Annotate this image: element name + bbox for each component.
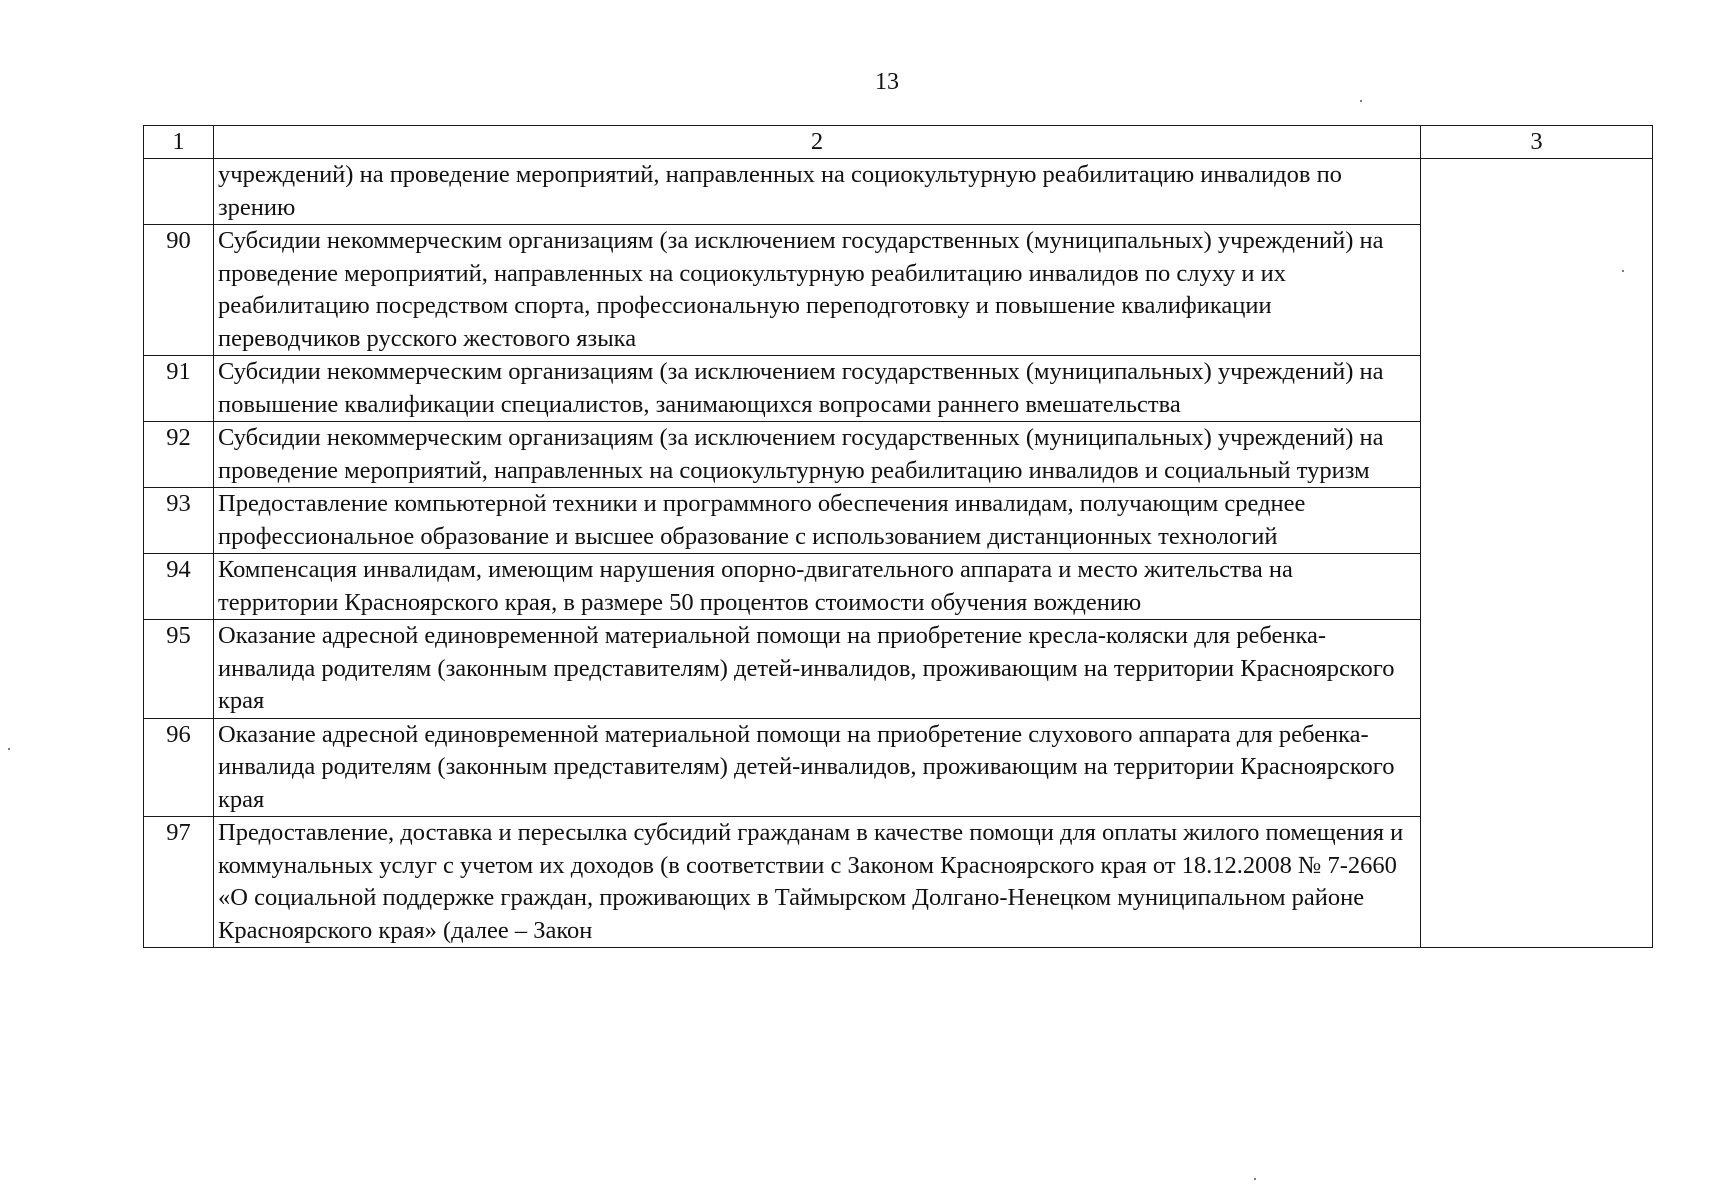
row-value-cell	[1421, 225, 1653, 356]
column-header-3: 3	[1421, 126, 1653, 159]
row-value-cell	[1421, 817, 1653, 948]
scan-speck	[1622, 270, 1624, 272]
row-number: 91	[144, 356, 214, 422]
row-description: Оказание адресной единовременной материальной помощи на приобретение кресла-коляски для ребенка-инвалида родителям (законным представителям) детей-инвалидов, проживающим на территории Красноярского края	[214, 620, 1421, 719]
scan-speck	[1360, 100, 1362, 102]
row-value-cell	[1421, 620, 1653, 719]
row-description: учреждений) на проведение мероприятий, направленных на социокультурную реабилитацию инвалидов по зрению	[214, 159, 1421, 225]
row-value-cell	[1421, 488, 1653, 554]
table-row	[144, 225, 1653, 356]
table-row	[144, 422, 1653, 488]
row-description: Субсидии некоммерческим организациям (за исключением государственных (муниципальных) учреждений) на проведение мероприятий, направленных на социокультурную реабилитацию инвалидов и социальный туризм	[214, 422, 1421, 488]
table-row	[144, 488, 1653, 554]
row-number: 95	[144, 620, 214, 719]
table-row	[144, 817, 1653, 948]
row-description: Оказание адресной единовременной материальной помощи на приобретение слухового аппарата для ребенка-инвалида родителям (законным представителям) детей-инвалидов, проживающим на территории Красноярского края	[214, 718, 1421, 817]
table-header-row	[144, 126, 1653, 159]
row-value-cell	[1421, 718, 1653, 817]
row-description: Субсидии некоммерческим организациям (за исключением государственных (муниципальных) учреждений) на проведение мероприятий, направленных на социокультурную реабилитацию инвалидов по слуху и их реабилитацию посредством спорта, профессиональную переподготовку и повышение квалификации переводчиков русского жестового языка	[214, 225, 1421, 356]
column-header-1: 1	[144, 126, 214, 159]
row-description: Компенсация инвалидам, имеющим нарушения опорно-двигательного аппарата и место жительства на территории Красноярского края, в размере 50 процентов стоимости обучения вождению	[214, 554, 1421, 620]
scan-speck	[1254, 1178, 1256, 1180]
row-number	[144, 159, 214, 225]
row-number: 92	[144, 422, 214, 488]
row-number: 90	[144, 225, 214, 356]
column-header-2: 2	[214, 126, 1421, 159]
table-row	[144, 356, 1653, 422]
table-row	[144, 620, 1653, 719]
row-number: 97	[144, 817, 214, 948]
row-value-cell	[1421, 159, 1653, 225]
table-row	[144, 718, 1653, 817]
table-row	[144, 159, 1653, 225]
row-description: Предоставление компьютерной техники и программного обеспечения инвалидам, получающим среднее профессиональное образование и высшее образование с использованием дистанционных технологий	[214, 488, 1421, 554]
row-value-cell	[1421, 422, 1653, 488]
row-description: Предоставление, доставка и пересылка субсидий гражданам в качестве помощи для оплаты жилого помещения и коммунальных услуг с учетом их доходов (в соответствии с Законом Красноярского края от 18.12.2008 № 7-2660 «О социальной поддержке граждан, проживающих в Таймырском Долгано-Ненецком муниципальном районе Красноярского края» (далее – Закон	[214, 817, 1421, 948]
data-table	[143, 125, 1653, 948]
page-number: 13	[875, 69, 899, 95]
row-number: 93	[144, 488, 214, 554]
row-number: 96	[144, 718, 214, 817]
row-value-cell	[1421, 356, 1653, 422]
row-value-cell	[1421, 554, 1653, 620]
row-description: Субсидии некоммерческим организациям (за исключением государственных (муниципальных) учреждений) на повышение квалификации специалистов, занимающихся вопросами раннего вмешательства	[214, 356, 1421, 422]
row-number: 94	[144, 554, 214, 620]
scan-speck	[8, 748, 10, 750]
table-row	[144, 554, 1653, 620]
